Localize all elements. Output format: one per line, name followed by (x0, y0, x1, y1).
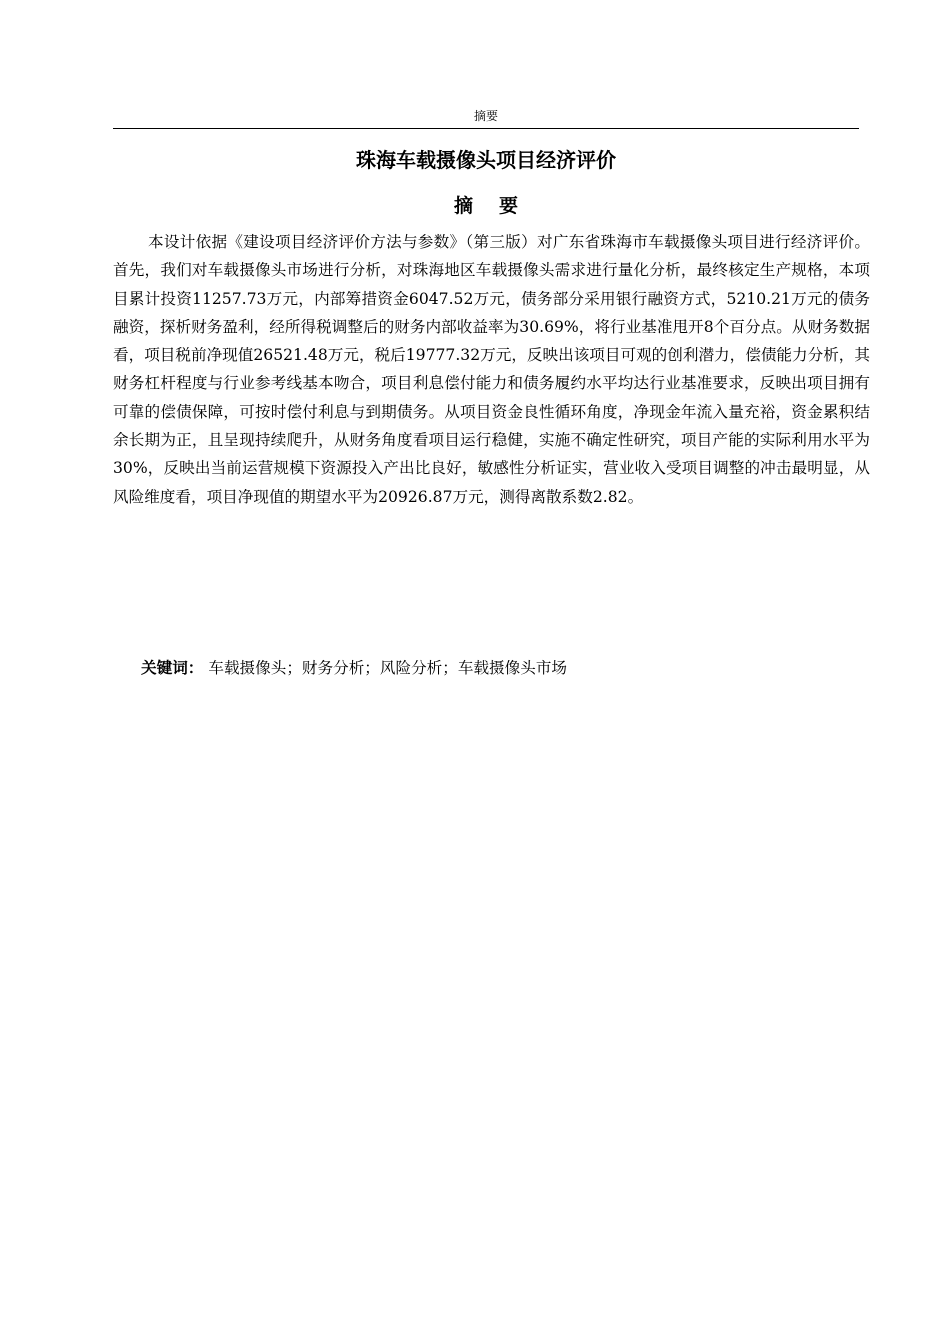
abstract-heading: 摘要 (453, 195, 544, 217)
abstract-body: 本设计依据《建设项目经济评价方法与参数》（第三版）对广东省珠海市车载摄像头项目进行经济评价。首先，我们对车载摄像头市场进行分析，对珠海地区车载摄像头需求进行量化分析，最终核定生产规格，本项目累计投资11257.73万元，内部筹措资金6047.52万元，债务部分采用银行融资方式，5210.21万元的债务融资，探析财务盈利，经所得税调整后的财务内部收益率为30.69%，将行业基准甩开8个百分点。从财务数据看，项目税前净现值26521.48万元，税后19777.32万元，反映出该项目可观的创利潜力，偿债能力分析，其财务杠杆程度与行业参考线基本吻合，项目利息偿付能力和债务履约水平均达行业基准要求，反映出项目拥有可靠的偿债保障，可按时偿付利息与到期债务。从项目资金良性循环角度，净现金年流入量充裕，资金累积结余长期为正，且呈现持续爬升，从财务角度看项目运行稳健，实施不确定性研究，项目产能的实际利用水平为30%，反映出当前运营规模下资源投入产出比良好，敏感性分析证实，营业收入受项目调整的冲击最明显，从风险维度看，项目净现值的期望水平为20926.87万元，测得离散系数2.82。 (113, 233, 870, 506)
keywords-label: 关键词： (141, 659, 204, 677)
running-header-title: 摘要 (473, 109, 498, 123)
keywords-value: 车载摄像头；财务分析；风险分析；车载摄像头市场 (208, 659, 568, 677)
document-title: 珠海车载摄像头项目经济评价 (356, 148, 616, 172)
keywords-line (141, 655, 861, 681)
page-header (113, 106, 859, 129)
